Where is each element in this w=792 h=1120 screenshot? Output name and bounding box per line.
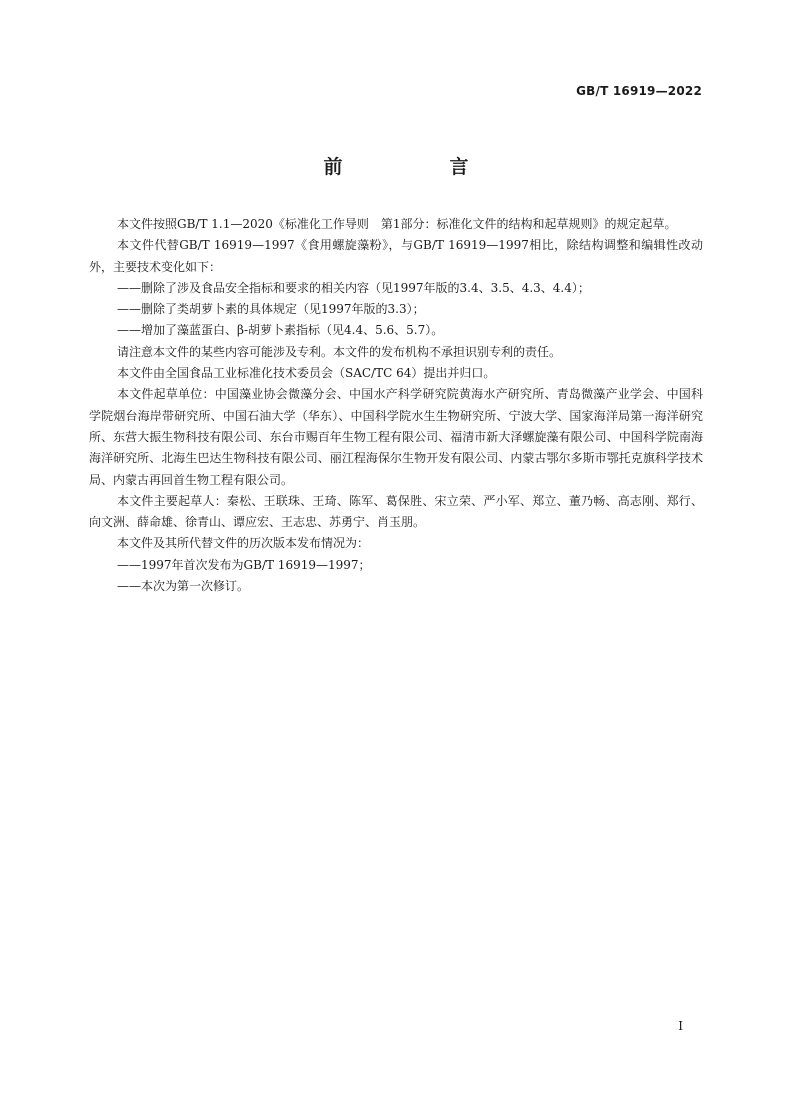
history-item-2: ——本次为第一次修订。 — [117, 579, 250, 594]
change-item-1: ——删除了涉及食品安全指标和要求的相关内容（见1997年版的3.4、3.5、4.3、4.4）； — [117, 280, 590, 295]
standard-number: GB/T 16919—2022 — [576, 84, 702, 98]
page-number: I — [678, 1019, 683, 1033]
paragraph-drafters: 本文件主要起草人：秦松、王联珠、王琦、陈军、葛保胜、宋立荣、严小军、郑立、董乃畅、高志刚、郑行、向文洲、薛命雄、徐青山、谭应宏、王志忠、苏勇宁、肖玉朋。 — [89, 493, 703, 530]
page-title: 前 言 — [323, 156, 513, 178]
paragraph-proposer: 本文件由全国食品工业标准化技术委员会（SAC/TC 64）提出并归口。 — [117, 366, 496, 381]
paragraph-drafting-rules: 本文件按照GB/T 1.1—2020《标准化工作导则 第1部分：标准化文件的结构和起草规则》的规定起草。 — [117, 217, 677, 231]
paragraph-patent-notice: 请注意本文件的某些内容可能涉及专利。本文件的发布机构不承担识别专利的责任。 — [117, 344, 562, 359]
history-item-1: ——1997年首次发布为GB/T 16919—1997； — [117, 557, 371, 572]
change-item-2: ——删除了类胡萝卜素的具体规定（见1997年版的3.3）； — [117, 302, 425, 317]
change-item-3: ——增加了藻蓝蛋白、β-胡萝卜素指标（见4.4、5.6、5.7）。 — [117, 323, 444, 338]
paragraph-version-history: 本文件及其所代替文件的历次版本发布情况为： — [117, 536, 370, 551]
paragraph-replacement: 本文件代替GB/T 16919—1997《食用螺旋藻粉》，与GB/T 16919—1997相比，除结构调整和编辑性改动外，主要技术变化如下： — [89, 238, 703, 274]
foreword-body — [89, 214, 703, 597]
paragraph-drafting-units: 本文件起草单位：中国藻业协会微藻分会、中国水产科学研究院黄海水产研究所、青岛微藻产业学会、中国科学院烟台海岸带研究所、中国石油大学（华东）、中国科学院水生生物研究所、宁波大学、国家海洋局第一海洋研究所、东营大振生物科技有限公司、东台市赐百年生物工程有限公司、福清市新大泽螺旋藻有限公司、中国科学院南海海洋研究所、北海生巴达生物科技有限公司、丽江程海保尔生物开发有限公司、内蒙古鄂尔多斯市鄂托克旗科学技术局、内蒙古再回首生物工程有限公司。 — [89, 387, 703, 487]
